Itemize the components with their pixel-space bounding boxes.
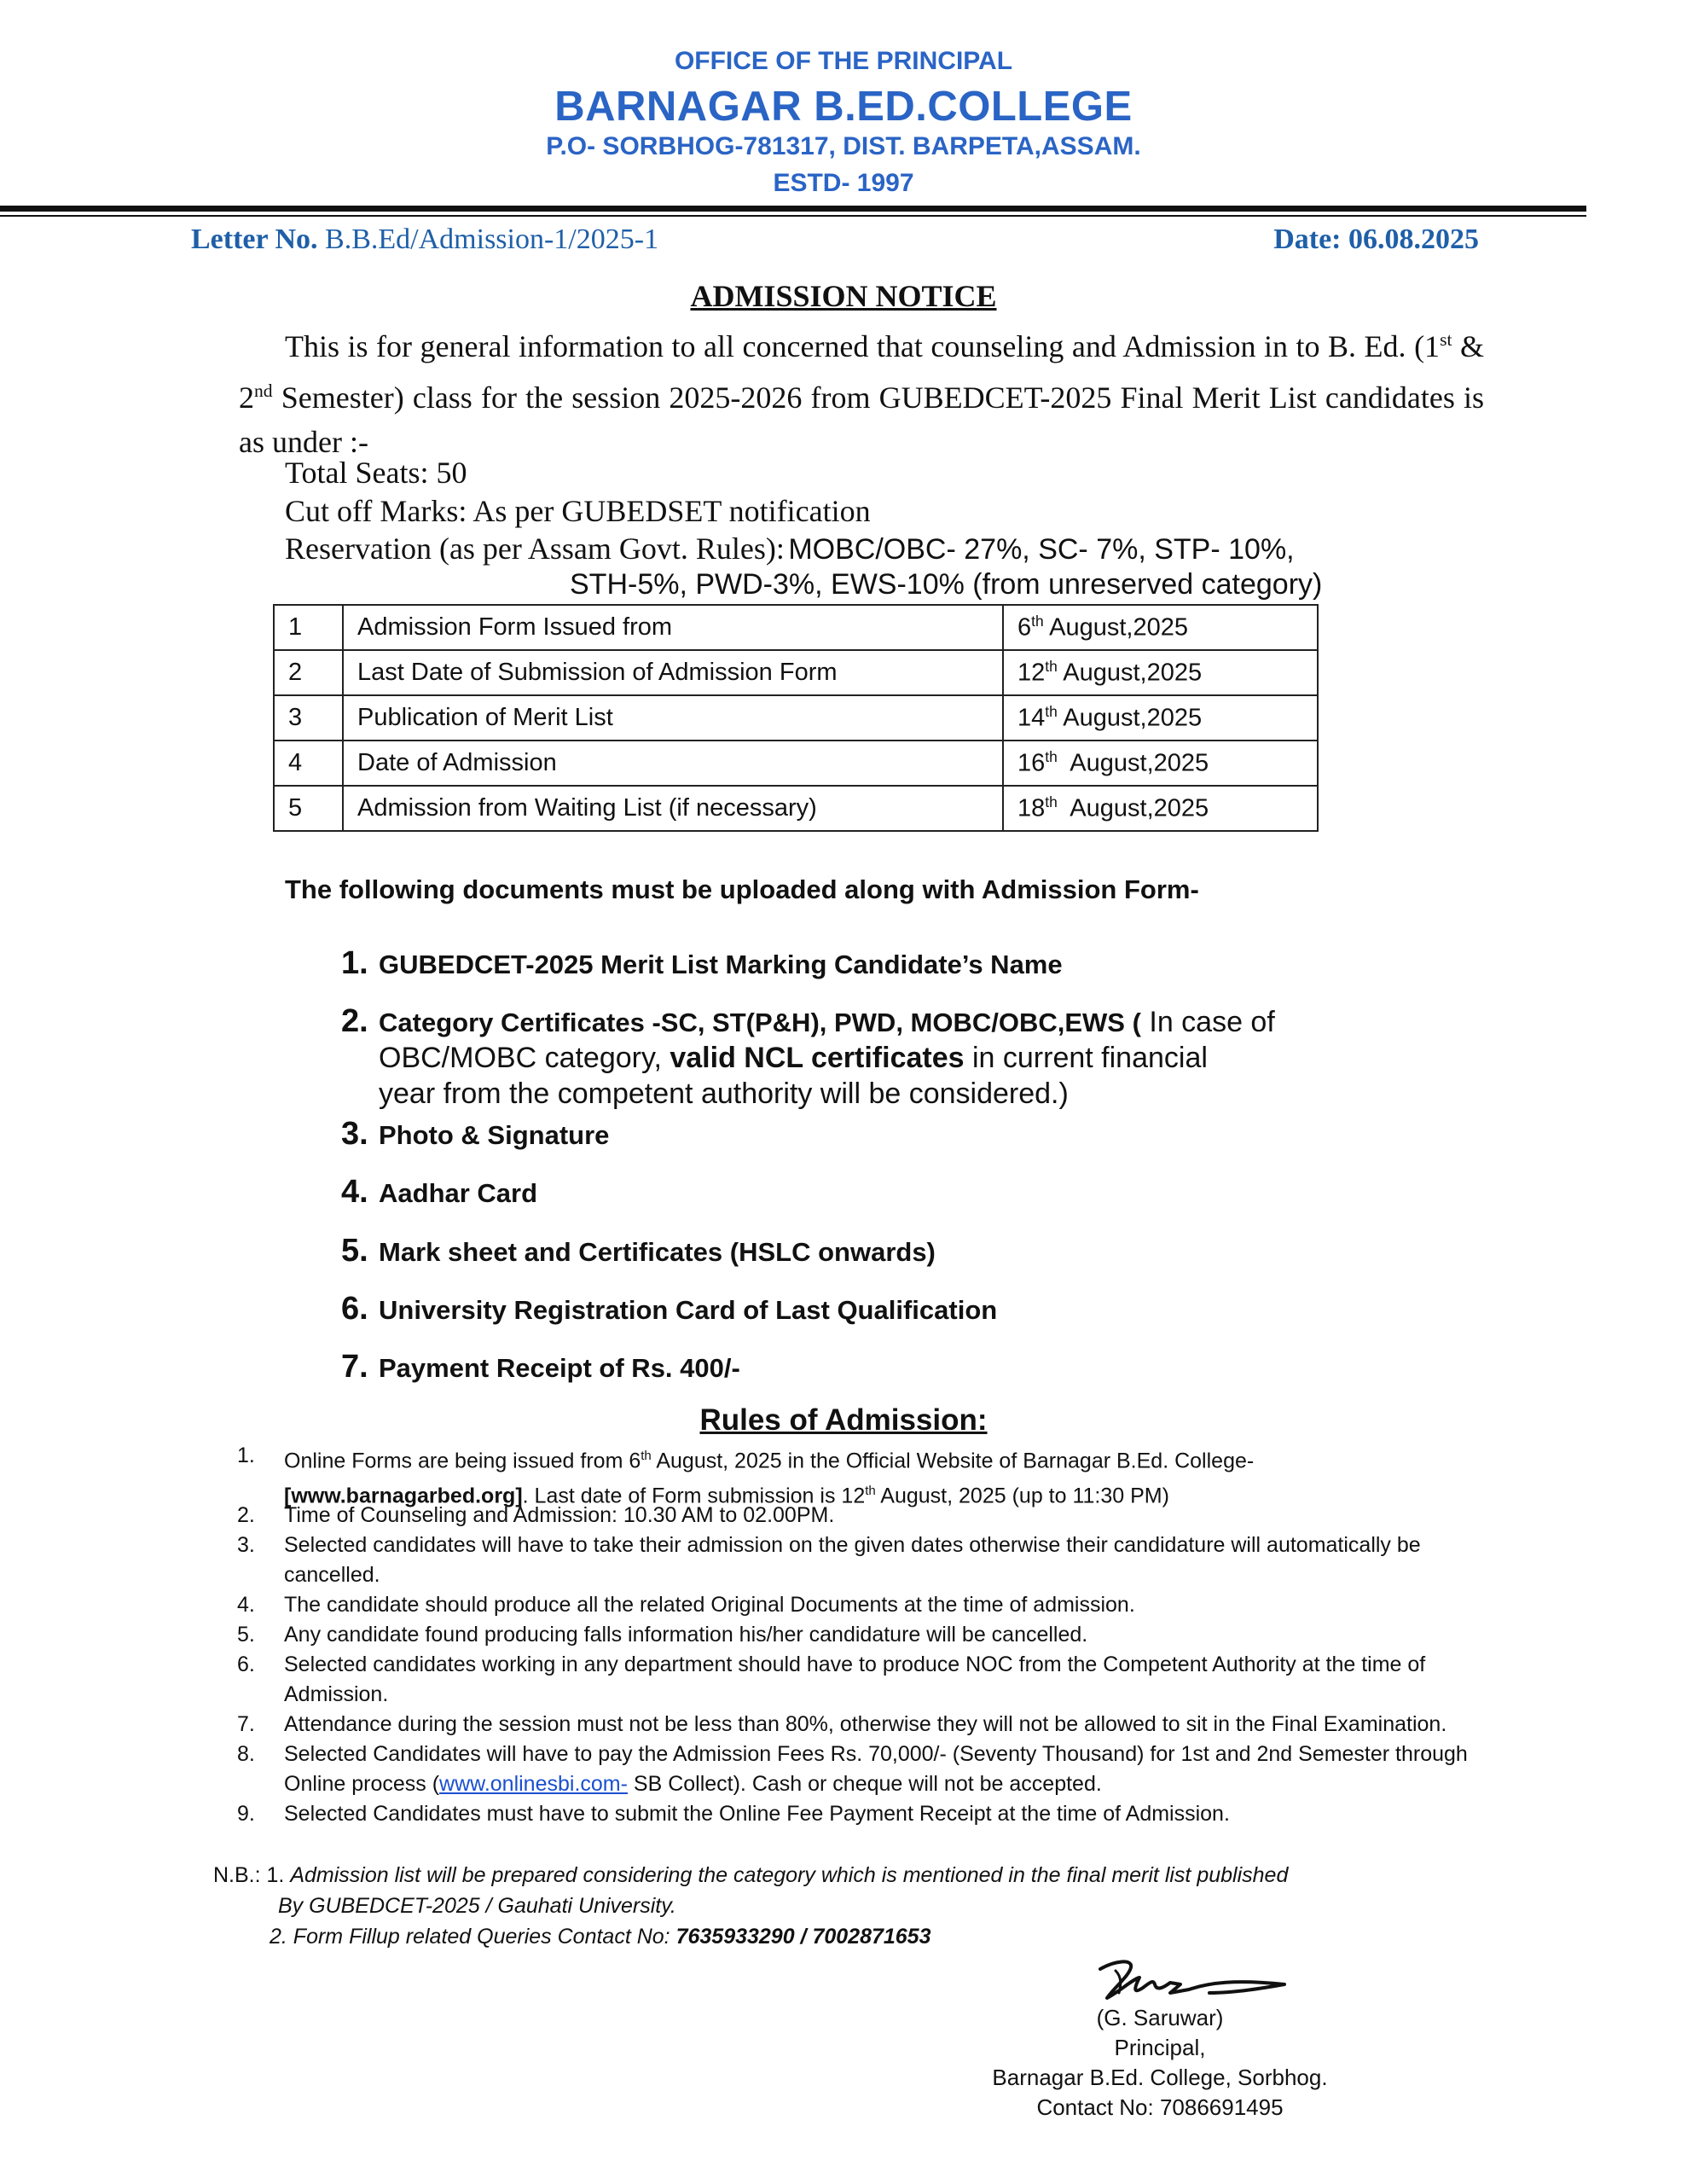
rules-title: Rules of Admission: — [699, 1403, 988, 1437]
total-seats: Total Seats: 50 — [285, 456, 467, 490]
contact-numbers: 7635933290 / 7002871653 — [675, 1925, 931, 1949]
document-number: 2. — [341, 1003, 368, 1039]
schedule-table — [273, 604, 1319, 832]
document-number: 1. — [341, 945, 368, 981]
nb-line-1 — [213, 1860, 1407, 1891]
document-item — [341, 1349, 1322, 1385]
para-sup-1: st — [1440, 329, 1452, 350]
notice-title: ADMISSION NOTICE — [690, 279, 997, 313]
document-number: 7. — [341, 1349, 368, 1385]
date-day: 16 — [1017, 749, 1046, 777]
rule-text: Attendance during the session must not be less than 80%, otherwise they will not be allowed to sit in the Final Examination. — [284, 1712, 1447, 1736]
rule-number: 2. — [237, 1503, 255, 1527]
date-day: 12 — [1017, 659, 1046, 687]
document-item — [341, 1116, 1322, 1153]
date-rest: August,2025 — [1043, 613, 1188, 642]
rule-text — [284, 1740, 1482, 1799]
document-number: 5. — [341, 1233, 368, 1269]
document-text: Aadhar Card — [379, 1178, 538, 1208]
schedule-date — [1003, 695, 1318, 741]
document-item — [341, 1233, 1322, 1269]
document-continuation-2: year from the competent authority will be considered.) — [379, 1077, 1069, 1110]
date-suffix: th — [1031, 613, 1044, 630]
date-rest: August,2025 — [1057, 749, 1209, 777]
schedule-date — [1003, 650, 1318, 695]
r1-sup: th — [641, 1449, 652, 1463]
document-text: Payment Receipt of Rs. 400/- — [379, 1353, 740, 1383]
date-day: 6 — [1017, 613, 1032, 642]
para-sup-2: nd — [254, 380, 273, 401]
reservation-values-2: STH-5%, PWD-3%, EWS-10% (from unreserved category) — [570, 568, 1323, 601]
schedule-number: 5 — [274, 786, 343, 831]
r8a: Selected Candidates will have to pay the Admission Fees Rs. 70,000/- (Seventy Thousand) for 1st and 2nd Semester through Online process ( — [284, 1742, 1468, 1796]
principal-name: (G. Saruwar) — [1096, 2005, 1224, 2030]
r1a: Online Forms are being issued from 6 — [284, 1449, 641, 1473]
document-item — [341, 945, 1322, 982]
principal-organization: Barnagar B.Ed. College, Sorbhog. — [992, 2065, 1328, 2090]
schedule-date — [1003, 786, 1318, 831]
document-item — [341, 1003, 1322, 1112]
documents-heading: The following documents must be uploaded along with Admission Form- — [285, 874, 1199, 904]
schedule-event: Admission Form Issued from — [343, 605, 1003, 650]
document-text: Mark sheet and Certificates (HSLC onwards) — [379, 1237, 936, 1267]
nb-line-2: By GUBEDCET-2025 / Gauhati University. — [278, 1894, 676, 1918]
letter-no-label: Letter No. — [191, 224, 318, 255]
date-suffix: th — [1045, 658, 1058, 676]
rule-item — [237, 1799, 1482, 1829]
nb-prefix: N.B.: 1. — [213, 1863, 291, 1887]
cutoff-marks: Cut off Marks: As per GUBEDSET notification — [285, 494, 871, 528]
r1b: August, 2025 in the Official Website of Barnagar B.Ed. College- — [651, 1449, 1255, 1473]
nb-text-3: 2. Form Fillup related Queries Contact No: — [270, 1925, 676, 1949]
college-website: [www.barnagarbed.org] — [284, 1484, 523, 1508]
rule-number: 8. — [237, 1742, 255, 1766]
rule-item — [237, 1531, 1448, 1590]
schedule-event: Last Date of Submission of Admission Form — [343, 650, 1003, 695]
rule-item — [237, 1740, 1482, 1799]
rule-text: Time of Counseling and Admission: 10.30 AM to 02.00PM. — [284, 1503, 835, 1527]
rule-item — [237, 1710, 1482, 1740]
office-heading: OFFICE OF THE PRINCIPAL — [674, 47, 1013, 75]
rule-number: 4. — [237, 1593, 255, 1617]
schedule-event: Admission from Waiting List (if necessary) — [343, 786, 1003, 831]
schedule-row — [274, 786, 1318, 831]
schedule-number: 2 — [274, 650, 343, 695]
date-suffix: th — [1045, 748, 1058, 766]
document-text: GUBEDCET-2025 Merit List Marking Candidate’s Name — [379, 950, 1063, 979]
document-continuation — [341, 1040, 1322, 1076]
established-year: ESTD- 1997 — [773, 169, 914, 197]
reservation-label: Reservation (as per Assam Govt. Rules): — [285, 531, 785, 566]
date-rest: August,2025 — [1057, 659, 1203, 687]
date-day: 14 — [1017, 704, 1046, 732]
schedule-date — [1003, 741, 1318, 786]
schedule-number: 4 — [274, 741, 343, 786]
header-divider-thin — [0, 215, 1586, 217]
letter-no-value: B.B.Ed/Admission-1/2025-1 — [325, 224, 659, 255]
document-number: 4. — [341, 1174, 368, 1210]
principal-contact: Contact No: 7086691495 — [1036, 2094, 1284, 2120]
cont-c: in current financial — [964, 1042, 1208, 1074]
rule-number: 5. — [237, 1623, 255, 1647]
cont-b: valid NCL certificates — [670, 1042, 965, 1074]
rule-item — [237, 1620, 1482, 1650]
date-rest: August,2025 — [1057, 794, 1209, 822]
rule-item — [237, 1501, 1482, 1531]
date-suffix: th — [1045, 703, 1058, 721]
cont-a: OBC/MOBC category, — [379, 1042, 670, 1074]
header-divider-thick — [0, 206, 1586, 212]
college-address: P.O- SORBHOG-781317, DIST. BARPETA,ASSAM. — [546, 132, 1141, 160]
document-item — [341, 1291, 1322, 1327]
rule-item — [237, 1650, 1457, 1710]
schedule-row — [274, 605, 1318, 650]
r1e: August, 2025 (up to 11:30 PM) — [875, 1484, 1169, 1508]
schedule-number: 1 — [274, 605, 343, 650]
document-text: Photo & Signature — [379, 1120, 610, 1150]
nb-line-3 — [270, 1921, 1464, 1953]
document-number: 3. — [341, 1116, 368, 1152]
rule-number: 1. — [237, 1443, 255, 1467]
r8b: SB Collect). Cash or cheque will not be accepted. — [627, 1772, 1102, 1796]
rule-number: 3. — [237, 1533, 255, 1557]
schedule-event: Publication of Merit List — [343, 695, 1003, 741]
letter-line — [191, 224, 1479, 256]
rule-text: Selected Candidates must have to submit the Online Fee Payment Receipt at the time of Admission. — [284, 1802, 1230, 1826]
para-text-a: This is for general information to all concerned that counseling and Admission in to B. Ed. (1 — [285, 329, 1441, 363]
document-text: University Registration Card of Last Qualification — [379, 1295, 998, 1325]
rule-text: Any candidate found producing falls information his/her candidature will be cancelled. — [284, 1623, 1088, 1647]
rule-number: 9. — [237, 1802, 255, 1826]
rule-number: 7. — [237, 1712, 255, 1736]
sbi-collect-link[interactable]: www.onlinesbi.com- — [439, 1772, 628, 1796]
document-text-tail: In case of — [1140, 1006, 1275, 1038]
document-item — [341, 1174, 1322, 1211]
date-day: 18 — [1017, 794, 1046, 822]
date-rest: August,2025 — [1057, 704, 1203, 732]
rule-item — [237, 1590, 1482, 1620]
para-text-b: & 2 — [239, 329, 1484, 415]
reservation-values-1: MOBC/OBC- 27%, SC- 7%, STP- 10%, — [788, 533, 1295, 566]
r1-sup-2: th — [865, 1484, 876, 1499]
document-text: Category Certificates -SC, ST(P&H), PWD, MOBC/OBC,EWS ( — [379, 1008, 1141, 1037]
college-name: BARNAGAR B.ED.COLLEGE — [554, 84, 1133, 130]
nb-text-1: Admission list will be prepared considering the category which is mentioned in the final merit list published — [290, 1863, 1289, 1887]
schedule-row — [274, 741, 1318, 786]
schedule-row — [274, 650, 1318, 695]
para-text-c: Semester) class for the session 2025-2026 from GUBEDCET-2025 Final Merit List candidates is as under :- — [239, 380, 1484, 459]
date-suffix: th — [1045, 793, 1058, 811]
schedule-event: Date of Admission — [343, 741, 1003, 786]
letter-date: Date: 06.08.2025 — [1273, 224, 1479, 255]
principal-title: Principal, — [1114, 2035, 1206, 2060]
rule-text: The candidate should produce all the related Original Documents at the time of admission. — [284, 1593, 1135, 1617]
notice-paragraph — [239, 317, 1484, 464]
r1d: . Last date of Form submission is 12 — [522, 1484, 866, 1508]
rule-text: Selected candidates will have to take their admission on the given dates otherwise their candidature will automatically be cancelled. — [284, 1533, 1421, 1587]
schedule-date — [1003, 605, 1318, 650]
reservation-line — [285, 531, 1295, 566]
rule-number: 6. — [237, 1653, 255, 1676]
schedule-row — [274, 695, 1318, 741]
schedule-number: 3 — [274, 695, 343, 741]
rule-text: Selected candidates working in any department should have to produce NOC from the Competent Authority at the time of Admission. — [284, 1653, 1426, 1706]
document-number: 6. — [341, 1291, 368, 1327]
